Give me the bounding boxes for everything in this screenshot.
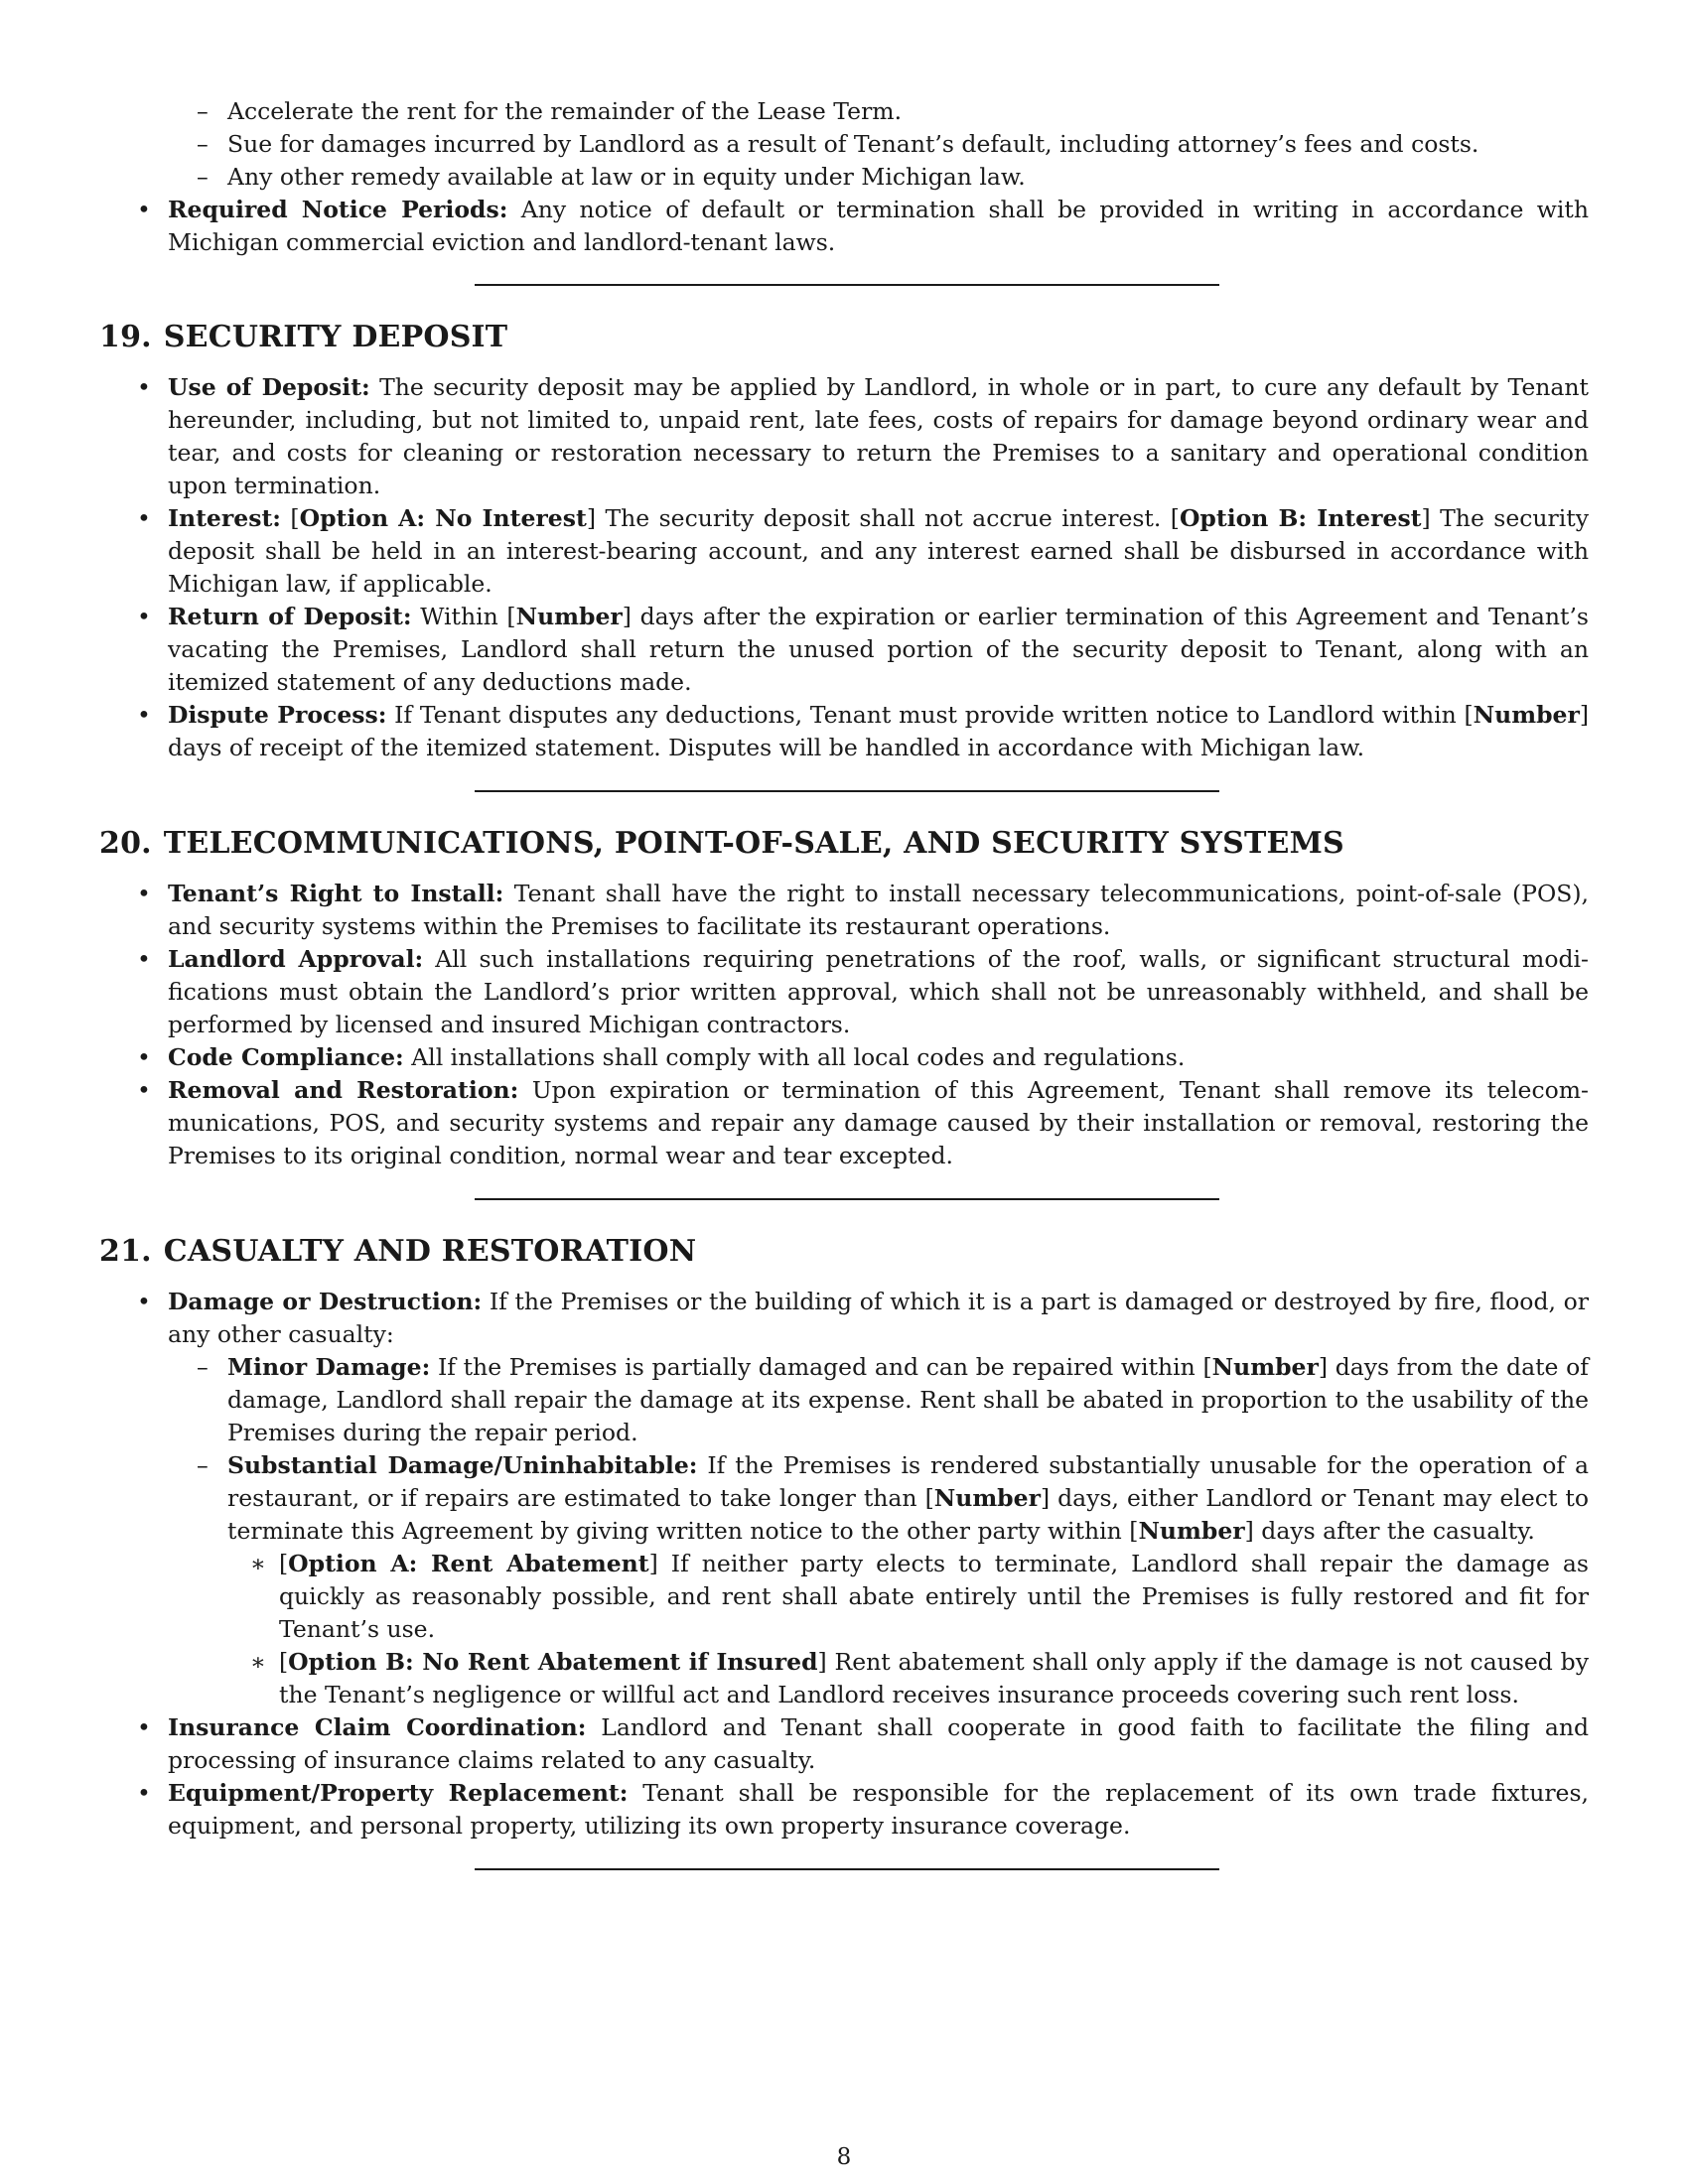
bullet-marker: • bbox=[137, 373, 151, 401]
section-number: 19. bbox=[99, 320, 152, 354]
item-text: The security deposit shall not accrue interest. bbox=[596, 504, 1171, 532]
option-label: Option A: No Interest bbox=[299, 504, 587, 532]
item-text: If the Premises is rendered substantially unusable for the operation of a restaurant, or if repairs are estimated to take longer than [ bbox=[227, 1451, 1589, 1512]
list-item bbox=[99, 943, 1589, 1041]
star-marker: ∗ bbox=[250, 1648, 266, 1676]
star-marker: ∗ bbox=[250, 1550, 266, 1577]
item-label: Code Compliance: bbox=[168, 1043, 404, 1071]
item-text: ] days of receipt of the itemized statement. Disputes will be handled in accordance with Michigan law. bbox=[168, 701, 1590, 761]
item-label: Landlord Approval: bbox=[168, 945, 424, 973]
item-text: If neither party elects to terminate, Landlord shall repair the damage as quickly as reasonably possible, and rent shall abate entirely until the Premises is fully restored and fit for Tenant’s use. bbox=[279, 1550, 1589, 1643]
section-19-list bbox=[99, 371, 1589, 764]
section-divider bbox=[475, 1198, 1219, 1200]
default-remedies-list bbox=[99, 95, 1589, 259]
list-item bbox=[99, 699, 1589, 764]
bullet-marker: • bbox=[137, 1288, 151, 1315]
item-label: Use of Deposit: bbox=[168, 373, 370, 401]
section-number: 21. bbox=[99, 1234, 152, 1269]
item-text: Landlord and Tenant shall cooperate in good faith to facilitate the filing and processing of insurance claims related to any casualty. bbox=[168, 1713, 1590, 1774]
bullet-marker: • bbox=[137, 1713, 151, 1741]
item-text: ] days, either Landlord or Tenant may elect to terminate this Agreement by giving written notice to the other party within [ bbox=[227, 1484, 1589, 1545]
section-number: 20. bbox=[99, 826, 152, 861]
section-title: TELECOMMUNICATIONS, POINT-OF-SALE, AND SECURITY SYSTEMS bbox=[163, 826, 1344, 861]
bullet-marker: • bbox=[137, 196, 151, 223]
list-item bbox=[99, 1351, 1589, 1449]
list-item: ∗ [Option A: Rent Abatement] If neither party elects to terminate, Landlord shall repair the damage as quickly as reasonably possible, and rent shall abate entirely until the Premises is fully restored and fit for Tenant’s use. bbox=[250, 1550, 1589, 1643]
list-item: ∗ [Option B: No Rent Abatement if Insured] Rent abatement shall only apply if the damage is not caused by the Tenant’s negligence or willful act and Landlord receives insurance proceeds covering such rent loss. bbox=[250, 1648, 1589, 1708]
list-item bbox=[99, 161, 1589, 194]
option-label: Option B: Interest bbox=[1179, 504, 1422, 532]
list-item bbox=[99, 1777, 1589, 1843]
bullet-marker: • bbox=[137, 504, 151, 532]
placeholder-label: Number bbox=[515, 603, 623, 630]
item-text: The security deposit may be applied by Landlord, in whole or in part, to cure any default by Tenant hereunder, including, but not limited to, unpaid rent, late fees, costs of repairs for damage beyond ordinary wear and tear, and costs for cleaning or restoration necessary to return the Premises to a sanitary and operational condition upon termination. bbox=[168, 373, 1590, 499]
item-text: Rent abatement shall only apply if the damage is not caused by the Tenant’s negligence or willful act and Landlord receives insurance proceeds covering such rent loss. bbox=[279, 1648, 1589, 1708]
item-text: Tenant shall have the right to install necessary telecommunications, point-of-sale (POS), and security systems within the Premises to facilitate its restaurant operations. bbox=[168, 880, 1589, 940]
section-divider bbox=[475, 284, 1219, 286]
bullet-marker: • bbox=[137, 603, 151, 630]
list-item bbox=[99, 1286, 1589, 1351]
item-text: If the Premises is partially damaged and can be repaired within [ bbox=[430, 1353, 1212, 1381]
section-divider bbox=[475, 1868, 1219, 1870]
list-item-text: Any other remedy available at law or in equity under Michigan law. bbox=[227, 163, 1026, 191]
section-heading bbox=[99, 824, 1589, 864]
section-heading bbox=[99, 318, 1589, 357]
bullet-marker: • bbox=[137, 701, 151, 729]
section-title: SECURITY DEPOSIT bbox=[163, 320, 508, 354]
item-label: Minor Damage: bbox=[227, 1353, 431, 1381]
item-label: Substantial Damage/Uninhabitable: bbox=[227, 1451, 698, 1479]
list-item bbox=[99, 194, 1589, 259]
section-21-list bbox=[99, 1286, 1589, 1843]
item-text: ] days after the expiration or earlier termination of this Agreement and Tenant’s vacating the Premises, Landlord shall return the unused portion of the security deposit to Tenant, along with an itemized statement of any deductions made. bbox=[168, 603, 1589, 696]
list-item bbox=[99, 1449, 1589, 1548]
page-number: 8 bbox=[836, 2144, 852, 2170]
dash-marker: – bbox=[197, 130, 209, 158]
item-text: Any notice of default or termination shall be provided in writing in accordance with Michigan commercial eviction and landlord-tenant laws. bbox=[168, 196, 1589, 256]
item-label: Removal and Restoration: bbox=[168, 1076, 519, 1104]
item-label: Dispute Process: bbox=[168, 701, 387, 729]
bullet-marker: • bbox=[137, 1043, 151, 1071]
placeholder-label: Number bbox=[1473, 701, 1580, 729]
list-item bbox=[99, 601, 1589, 699]
item-text: Tenant shall be responsible for the replacement of its own trade fixtures, equipment, and personal property, utilizing its own property insurance coverage. bbox=[168, 1779, 1589, 1840]
item-label: Insurance Claim Coordination: bbox=[168, 1713, 587, 1741]
option-label: Option A: Rent Abatement bbox=[288, 1550, 649, 1577]
list-item: • Interest: [Option A: No Interest] The security deposit shall not accrue interest. [Option B: Interest] The security deposit shall be held in an interest-bearing account, and any interest earned shall be disbursed in accordance with Michigan law, if applicable. bbox=[137, 504, 1590, 598]
dash-marker: – bbox=[197, 163, 209, 191]
item-label: Equipment/Property Replacement: bbox=[168, 1779, 629, 1807]
list-item bbox=[99, 1041, 1589, 1074]
placeholder-label: Number bbox=[1211, 1353, 1319, 1381]
section-heading bbox=[99, 1232, 1589, 1272]
list-item bbox=[99, 878, 1589, 943]
page-content bbox=[99, 95, 1589, 1870]
bullet-marker: • bbox=[137, 945, 151, 973]
item-text: If the Premises or the building of which it is a part is damaged or destroyed by fire, flood, or any other casualty: bbox=[168, 1288, 1589, 1348]
list-item bbox=[99, 95, 1589, 128]
dash-marker: – bbox=[197, 1353, 209, 1381]
bullet-marker: • bbox=[137, 1076, 151, 1104]
bullet-marker: • bbox=[137, 880, 151, 907]
list-item bbox=[99, 1711, 1589, 1777]
item-text: Upon expiration or termination of this Agreement, Tenant shall remove its telecommunications, POS, and security systems and repair any damage caused by their installation or removal, restoring the Premises to its original condition, normal wear and tear excepted. bbox=[168, 1076, 1589, 1169]
list-item bbox=[99, 128, 1589, 161]
section-divider bbox=[475, 790, 1219, 792]
option-label: Option B: No Rent Abatement if Insured bbox=[288, 1648, 818, 1676]
bullet-marker: • bbox=[137, 1779, 151, 1807]
item-label: Return of Deposit: bbox=[168, 603, 412, 630]
dash-marker: – bbox=[197, 1451, 209, 1479]
dash-marker: – bbox=[197, 97, 209, 125]
item-label: Interest: bbox=[168, 504, 281, 532]
item-label: Damage or Destruction: bbox=[168, 1288, 483, 1315]
list-item bbox=[99, 371, 1589, 502]
list-item-text: Sue for damages incurred by Landlord as a result of Tenant’s default, including attorney’s fees and costs. bbox=[227, 130, 1479, 158]
item-text: All such installations requiring penetrations of the roof, walls, or significant structural modifications must obtain the Landlord’s prior written approval, which shall not be unreasonably withheld, and shall be performed by licensed and insured Michigan contractors. bbox=[168, 945, 1589, 1038]
placeholder-label: Number bbox=[933, 1484, 1041, 1512]
item-label: Required Notice Periods: bbox=[168, 196, 508, 223]
list-item bbox=[99, 1074, 1589, 1172]
item-text: Within [ bbox=[411, 603, 516, 630]
section-title: CASUALTY AND RESTORATION bbox=[163, 1234, 697, 1269]
list-item-text: Accelerate the rent for the remainder of the Lease Term. bbox=[227, 97, 903, 125]
item-label: Tenant’s Right to Install: bbox=[168, 880, 504, 907]
item-text: The security deposit shall be held in an interest-bearing account, and any interest earned shall be disbursed in accordance with Michigan law, if applicable. bbox=[168, 504, 1590, 598]
item-text: ] days from the date of damage, Landlord shall repair the damage at its expense. Rent shall be abated in proportion to the usability of the Premises during the repair period. bbox=[227, 1353, 1589, 1446]
item-text: All installations shall comply with all local codes and regulations. bbox=[403, 1043, 1186, 1071]
item-text: ] days after the casualty. bbox=[1244, 1517, 1535, 1545]
section-20-list bbox=[99, 878, 1589, 1172]
placeholder-label: Number bbox=[1138, 1517, 1245, 1545]
item-text: If Tenant disputes any deductions, Tenant must provide written notice to Landlord within [ bbox=[386, 701, 1474, 729]
